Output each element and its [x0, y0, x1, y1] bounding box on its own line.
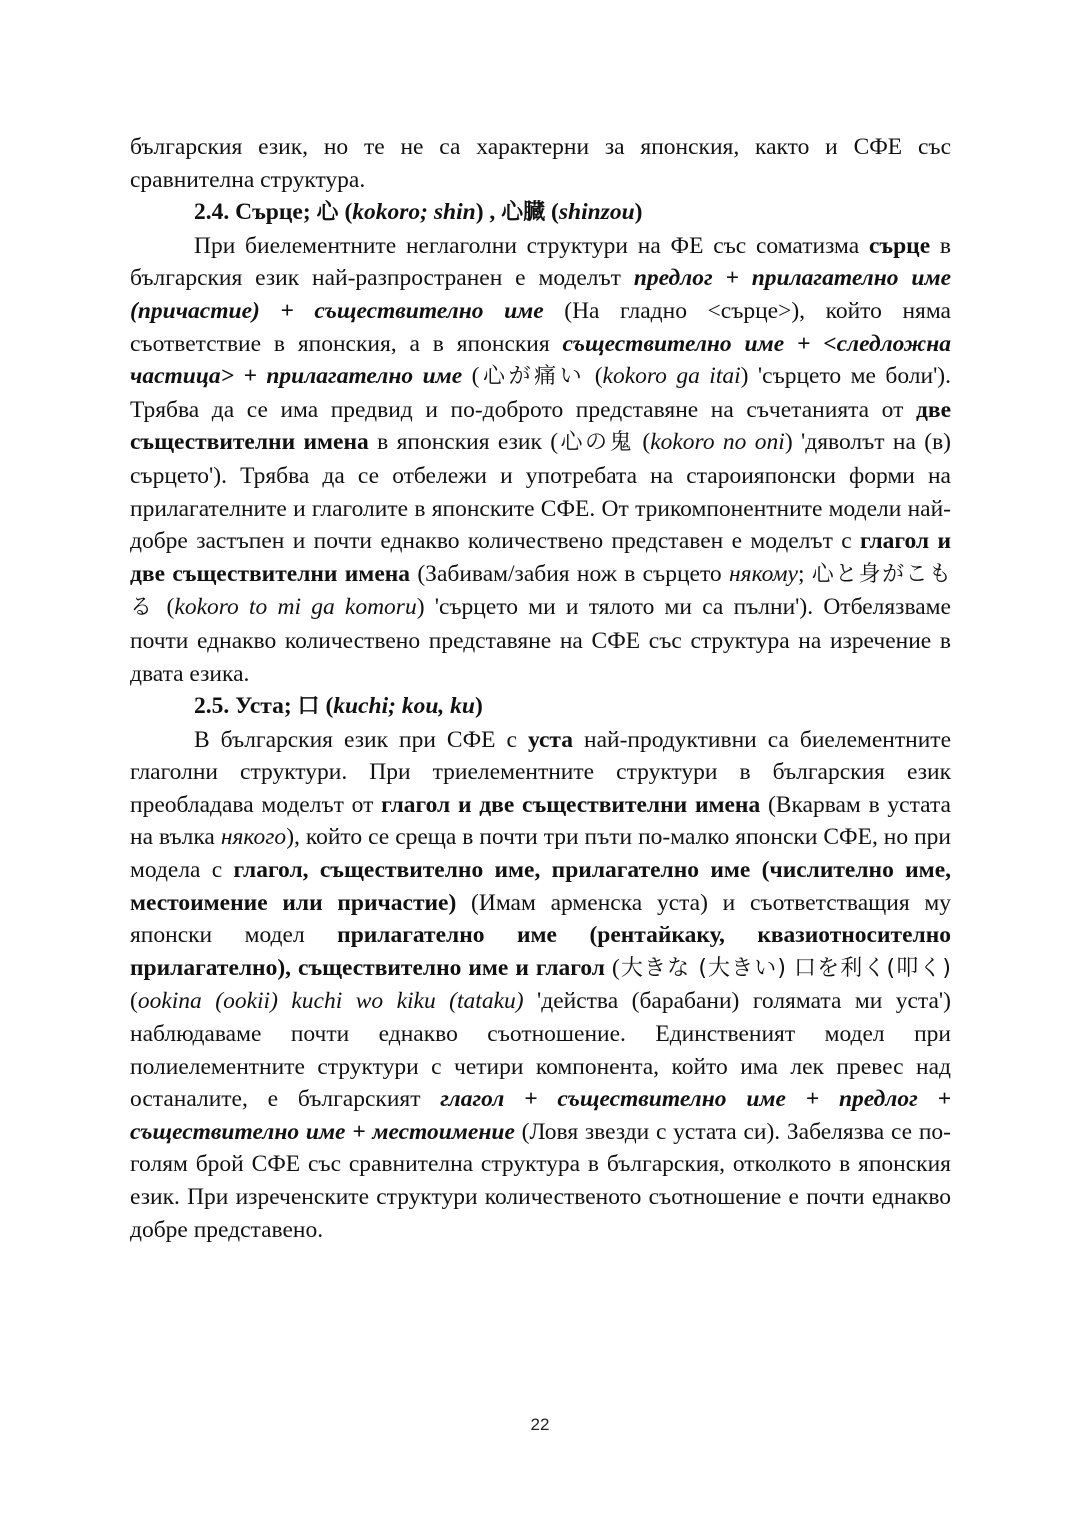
text-run: глагол, съществително име, прилагателно име (числително име, местоимение или причастие): [130, 857, 951, 916]
text-run: 2.4. Сърце;: [194, 199, 317, 226]
japanese-text: 心と身がこもる: [130, 561, 951, 621]
text-run: shinzou: [558, 199, 635, 226]
text-run: глагол и две съществителни имена: [381, 791, 761, 818]
text-run: kokoro to mi ga komoru: [174, 594, 417, 621]
section-paragraph-2-5: [130, 724, 951, 1247]
japanese-text: 心の鬼: [558, 430, 634, 456]
text-run: ), който се среща в почти три пъти по-малко японски СФЕ, но при модела с: [130, 824, 952, 884]
text-run: (: [338, 199, 353, 226]
text-run: в българския език най-разпространен е моделът: [130, 232, 951, 292]
text-run: в японския език (: [368, 429, 559, 456]
intro-paragraph: българския език, но те не са характерни за японския, както и СФЕ със сравнителна структура.: [130, 134, 951, 193]
text-run: kokoro no oni: [650, 429, 785, 456]
text-run: ) ,: [475, 199, 502, 226]
text-run: някому: [728, 560, 798, 587]
text-run: kokoro ga itai: [602, 363, 741, 390]
text-run: ) 'дяволът на (в) сърцето'). Трябва да се отбележи и употребата на староияпонски форми на прилагателните и глаголите в японските СФЕ. От трикомпонентните модели най-добре застъпен и почти еднакво количествено представен е моделът с: [130, 429, 952, 555]
text-run: най-продуктивни са биелементните глаголни структури. При триелементните структури в българския език преобладава моделът от: [130, 726, 952, 818]
text-run: 2.5. Уста;: [194, 693, 298, 720]
text-run: ) 'сърцето ме боли'). Трябва да се има предвид и по-доброто представяне на съчетанията от: [130, 363, 951, 423]
japanese-text: 心が痛い: [479, 364, 586, 390]
text-run: (: [585, 363, 603, 390]
text-run: В българския език при СФЕ с: [194, 726, 528, 753]
text-run: (Вкарвам в устата на вълка: [130, 791, 951, 851]
japanese-text: 口: [297, 694, 320, 720]
text-run: ookina (ookii) kuchi wo kiku (tataku): [137, 988, 524, 1015]
text-run: някого: [220, 824, 287, 851]
text-run: ) 'сърцето ми и тялото ми са пълни'). Отбелязваме почти еднакво количествено представяне на СФЕ със структура на изречение в двата езика.: [130, 594, 951, 687]
text-run: глагол + съществително име + предлог + съществително име + местоимение: [130, 1086, 951, 1145]
japanese-text: 心: [316, 200, 339, 226]
text-run: ;: [797, 560, 812, 587]
page-number: 22: [530, 1415, 550, 1434]
text-run: (: [319, 693, 334, 720]
text-run: kuchi; kou, ku: [333, 693, 475, 720]
text-run: 'действа (барабани) голямата ми уста') наблюдаваме почти еднакво съотношение. Единственият модел при полиелементните структури с четири компонента, който има лек превес над останалите, е българският: [130, 988, 951, 1113]
section-paragraph-2-4: [130, 230, 951, 690]
japanese-text: 大きな (大きい) 口を利く(叩く): [619, 955, 951, 981]
section-heading-2-4: [130, 196, 951, 230]
text-run: сърце: [868, 232, 931, 259]
text-run: предлог + прилагателно име (причастие) + съществително име: [130, 265, 951, 324]
text-run: (Ловя звезди с устата си). Забелязва се по-голям брой СФЕ със сравнителна структура в българския, отколкото в японския език. При изреченските структури количественото съотношение е почти еднакво добре представено.: [130, 1118, 951, 1243]
text-run: съществително име + <следложна частица> + прилагателно име: [130, 330, 951, 390]
text-run: (: [156, 594, 175, 621]
text-run: (Имам арменска уста) и съответстващия му японски модел: [130, 889, 951, 949]
section-heading-2-5: [130, 690, 951, 724]
text-run: (: [462, 363, 480, 390]
text-run: kokoro; shin: [352, 199, 476, 226]
text-run: ): [634, 199, 643, 226]
text-run: (Забивам/забия нож в сърцето: [410, 560, 729, 587]
text-run: (: [604, 954, 620, 981]
text-run: ): [474, 693, 483, 720]
text-run: (На гладно <сърце>), който няма съответствие в японския, а в японския: [130, 297, 951, 357]
text-run: (: [634, 429, 651, 456]
text-run: две съществителни имена: [130, 396, 951, 456]
text-run: прилагателно име (рентайкаку, квазиотносително прилагателно), съществително име и глагол: [130, 922, 951, 981]
text-run: глагол и две съществителни имена: [130, 528, 951, 587]
text-run: уста: [527, 726, 573, 753]
text-run: (: [545, 199, 559, 226]
japanese-text: 心臓: [501, 200, 546, 226]
text-run: (: [130, 988, 138, 1015]
page-body: [130, 131, 951, 1246]
text-run: При биелементните неглаголни структури на ФЕ със соматизма: [194, 232, 869, 259]
